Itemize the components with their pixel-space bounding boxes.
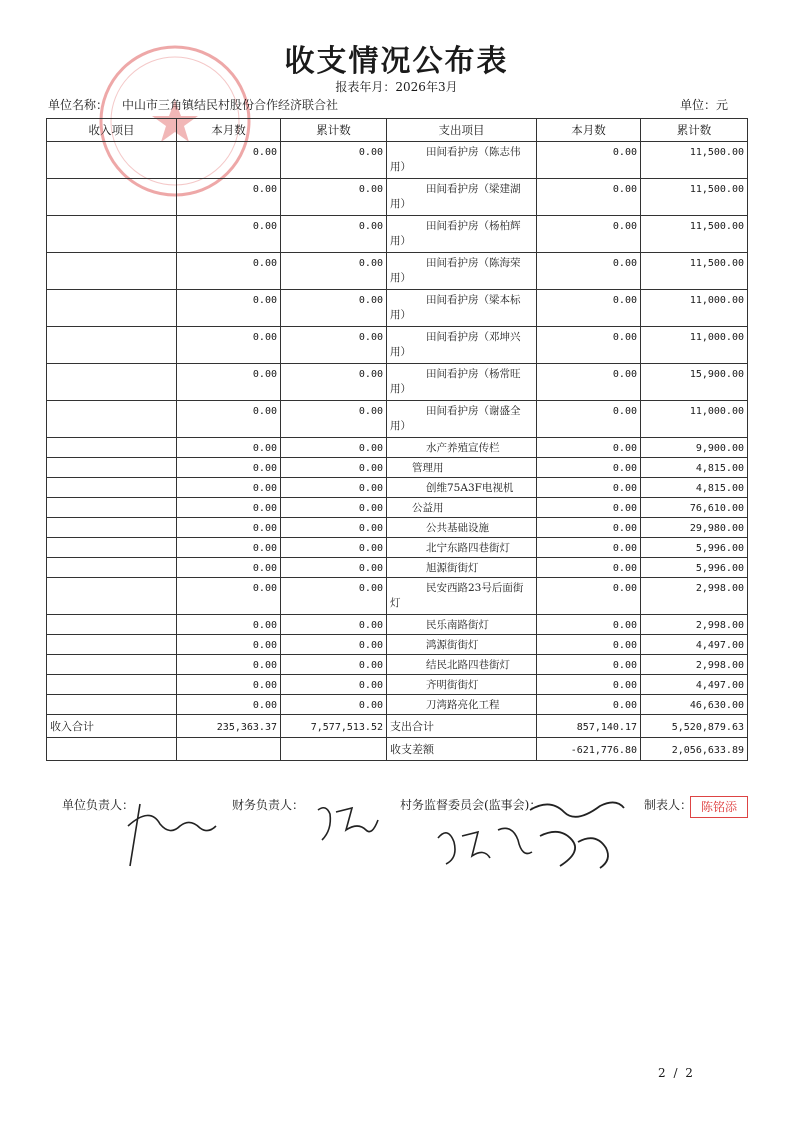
table-row [47, 538, 748, 558]
expense-month-cell: 0.00 [537, 142, 641, 179]
income-item-cell [47, 290, 177, 327]
balance-month: -621,776.80 [537, 738, 641, 761]
income-month-cell: 0.00 [177, 615, 281, 635]
expense-month-cell: 0.00 [537, 635, 641, 655]
expense-item-label: 民安西路23号后面街灯 [390, 582, 524, 609]
expense-item-cell [387, 655, 537, 675]
expense-cum-cell: 4,497.00 [641, 675, 748, 695]
expense-item-label: 结民北路四巷街灯 [426, 659, 510, 671]
income-total-label: 收入合计 [47, 715, 177, 738]
finance-head-label: 财务负责人： [232, 798, 305, 812]
income-cum-cell: 0.00 [281, 518, 387, 538]
expense-cum-cell: 4,815.00 [641, 458, 748, 478]
expense-item-cell [387, 478, 537, 498]
expense-cum-cell: 15,900.00 [641, 364, 748, 401]
income-month-cell: 0.00 [177, 290, 281, 327]
income-cum-cell: 0.00 [281, 327, 387, 364]
income-month-cell: 0.00 [177, 695, 281, 715]
income-item-cell [47, 538, 177, 558]
expense-item-cell [387, 635, 537, 655]
income-cum-cell: 0.00 [281, 179, 387, 216]
expense-cum-cell: 2,998.00 [641, 655, 748, 675]
table-row [47, 518, 748, 538]
income-cum-cell: 0.00 [281, 401, 387, 438]
income-cum-cell: 0.00 [281, 253, 387, 290]
table-row [47, 327, 748, 364]
expense-month-cell: 0.00 [537, 538, 641, 558]
expense-item-label: 北宁东路四巷街灯 [426, 542, 510, 554]
income-item-cell [47, 216, 177, 253]
table-row [47, 675, 748, 695]
expense-month-cell: 0.00 [537, 253, 641, 290]
expense-item-cell [387, 216, 537, 253]
expense-cum-cell: 5,996.00 [641, 538, 748, 558]
expense-item-label: 水产养殖宣传栏 [426, 442, 500, 454]
expense-item-cell [387, 675, 537, 695]
income-month-cell: 0.00 [177, 518, 281, 538]
income-cum-cell: 0.00 [281, 438, 387, 458]
expense-cum-cell: 2,998.00 [641, 578, 748, 615]
expense-item-label: 田间看护房（陈志伟用） [390, 146, 521, 173]
income-cum-cell: 0.00 [281, 635, 387, 655]
expense-item-cell [387, 438, 537, 458]
expense-item-label: 公益用 [412, 502, 444, 514]
expense-item-label: 公共基础设施 [426, 522, 489, 534]
income-item-cell [47, 327, 177, 364]
table-header-row [47, 119, 748, 142]
preparer-label: 制表人： [644, 798, 693, 812]
unit-name-value: 中山市三角镇结民村股份合作经济联合社 [122, 98, 339, 112]
table-row [47, 438, 748, 458]
expense-item-cell [387, 458, 537, 478]
income-item-cell [47, 558, 177, 578]
table-row [47, 253, 748, 290]
expense-cum-cell: 11,500.00 [641, 179, 748, 216]
income-month-cell: 0.00 [177, 438, 281, 458]
income-cum-cell: 0.00 [281, 364, 387, 401]
income-cum-cell: 0.00 [281, 478, 387, 498]
income-month-cell: 0.00 [177, 635, 281, 655]
income-month-cell: 0.00 [177, 655, 281, 675]
income-item-cell [47, 518, 177, 538]
table-row [47, 179, 748, 216]
income-cum-cell: 0.00 [281, 498, 387, 518]
table-row [47, 578, 748, 615]
expense-cum-cell: 11,000.00 [641, 327, 748, 364]
header-income-cum: 累计数 [281, 119, 387, 142]
header-income-month: 本月数 [177, 119, 281, 142]
expense-item-cell [387, 498, 537, 518]
income-item-cell [47, 401, 177, 438]
income-item-cell [47, 458, 177, 478]
page-number: 2 / 2 [658, 1066, 695, 1080]
preparer-name-stamp: 陈铭添 [690, 796, 748, 818]
table-row [47, 401, 748, 438]
expense-item-cell [387, 695, 537, 715]
table-row [47, 364, 748, 401]
expense-month-cell: 0.00 [537, 290, 641, 327]
income-month-cell: 0.00 [177, 498, 281, 518]
income-cum-cell: 0.00 [281, 578, 387, 615]
expense-cum-cell: 11,000.00 [641, 401, 748, 438]
expense-item-label: 民乐南路街灯 [426, 619, 489, 631]
expense-cum-cell: 46,630.00 [641, 695, 748, 715]
balance-empty-2 [177, 738, 281, 761]
income-item-cell [47, 478, 177, 498]
expense-month-cell: 0.00 [537, 578, 641, 615]
totals-row [47, 715, 748, 738]
expense-item-label: 田间看护房（梁本标用） [390, 294, 521, 321]
expense-cum-cell: 11,500.00 [641, 216, 748, 253]
income-cum-cell: 0.00 [281, 216, 387, 253]
header-expense-item: 支出项目 [387, 119, 537, 142]
expense-month-cell: 0.00 [537, 478, 641, 498]
balance-empty-1 [47, 738, 177, 761]
expense-cum-cell: 5,996.00 [641, 558, 748, 578]
table-row [47, 478, 748, 498]
income-item-cell [47, 438, 177, 458]
expense-cum-cell: 2,998.00 [641, 615, 748, 635]
balance-row [47, 738, 748, 761]
income-month-cell: 0.00 [177, 179, 281, 216]
expense-month-cell: 0.00 [537, 558, 641, 578]
expense-item-cell [387, 290, 537, 327]
income-month-cell: 0.00 [177, 578, 281, 615]
currency-unit: 单位：元 [680, 98, 729, 112]
unit-head-signature-icon [120, 796, 220, 876]
expense-month-cell: 0.00 [537, 401, 641, 438]
income-month-cell: 0.00 [177, 364, 281, 401]
income-month-cell: 0.00 [177, 253, 281, 290]
expense-month-cell: 0.00 [537, 675, 641, 695]
expense-item-label: 齐明街街灯 [426, 679, 479, 691]
supervisory-label: 村务监督委员会(监事会)： [400, 798, 542, 812]
balance-cum: 2,056,633.89 [641, 738, 748, 761]
income-total-month: 235,363.37 [177, 715, 281, 738]
expense-item-label: 田间看护房（陈海荣用） [390, 257, 521, 284]
balance-label: 收支差额 [387, 738, 537, 761]
expense-item-label: 田间看护房（邓坤兴用） [390, 331, 521, 358]
header-expense-month: 本月数 [537, 119, 641, 142]
report-period: 报表年月：2026年3月 [335, 80, 458, 94]
expense-cum-cell: 4,497.00 [641, 635, 748, 655]
income-item-cell [47, 498, 177, 518]
income-item-cell [47, 615, 177, 635]
income-item-cell [47, 253, 177, 290]
income-item-cell [47, 675, 177, 695]
table-row [47, 655, 748, 675]
finance-head-signature-icon [312, 800, 384, 846]
income-month-cell: 0.00 [177, 142, 281, 179]
supervisor-signature-icon [428, 818, 538, 874]
expense-month-cell: 0.00 [537, 695, 641, 715]
income-total-cum: 7,577,513.52 [281, 715, 387, 738]
expense-month-cell: 0.00 [537, 216, 641, 253]
expense-item-label: 鸿源街街灯 [426, 639, 479, 651]
expense-item-label: 田间看护房（杨柏辉用） [390, 220, 521, 247]
expense-month-cell: 0.00 [537, 327, 641, 364]
expense-item-label: 田间看护房（杨常旺用） [390, 368, 521, 395]
unit-name-label: 单位名称： [48, 98, 109, 112]
income-item-cell [47, 142, 177, 179]
expense-total-month: 857,140.17 [537, 715, 641, 738]
expense-cum-cell: 11,000.00 [641, 290, 748, 327]
expense-item-cell [387, 364, 537, 401]
expense-item-cell [387, 558, 537, 578]
expense-item-cell [387, 327, 537, 364]
expense-month-cell: 0.00 [537, 498, 641, 518]
expense-item-cell [387, 518, 537, 538]
income-item-cell [47, 635, 177, 655]
expense-month-cell: 0.00 [537, 615, 641, 635]
expense-item-cell [387, 179, 537, 216]
expense-cum-cell: 11,500.00 [641, 142, 748, 179]
table-row [47, 635, 748, 655]
page-title: 收支情况公布表 [284, 44, 509, 79]
income-month-cell: 0.00 [177, 538, 281, 558]
income-cum-cell: 0.00 [281, 655, 387, 675]
table-row [47, 695, 748, 715]
table-row [47, 498, 748, 518]
expense-month-cell: 0.00 [537, 438, 641, 458]
income-item-cell [47, 655, 177, 675]
income-month-cell: 0.00 [177, 478, 281, 498]
income-item-cell [47, 578, 177, 615]
expense-month-cell: 0.00 [537, 458, 641, 478]
table-row [47, 615, 748, 635]
expense-cum-cell: 76,610.00 [641, 498, 748, 518]
income-month-cell: 0.00 [177, 458, 281, 478]
expense-total-label: 支出合计 [387, 715, 537, 738]
income-cum-cell: 0.00 [281, 558, 387, 578]
expense-item-cell [387, 538, 537, 558]
expense-item-cell [387, 578, 537, 615]
expense-item-label: 旭源街街灯 [426, 562, 479, 574]
header-income-item: 收入项目 [47, 119, 177, 142]
expense-item-label: 管理用 [412, 462, 444, 474]
ledger-body [47, 142, 748, 715]
expense-cum-cell: 29,980.00 [641, 518, 748, 538]
expense-item-cell [387, 615, 537, 635]
income-cum-cell: 0.00 [281, 290, 387, 327]
income-cum-cell: 0.00 [281, 675, 387, 695]
income-month-cell: 0.00 [177, 216, 281, 253]
ledger-table [46, 118, 748, 761]
expense-month-cell: 0.00 [537, 179, 641, 216]
table-row [47, 290, 748, 327]
income-item-cell [47, 695, 177, 715]
income-cum-cell: 0.00 [281, 615, 387, 635]
table-row [47, 216, 748, 253]
unit-name-line [48, 96, 338, 113]
expense-item-label: 田间看护房（谢盛全用） [390, 405, 521, 432]
expense-cum-cell: 11,500.00 [641, 253, 748, 290]
expense-item-label: 田间看护房（梁建湖用） [390, 183, 521, 210]
income-cum-cell: 0.00 [281, 695, 387, 715]
table-row [47, 558, 748, 578]
income-cum-cell: 0.00 [281, 142, 387, 179]
income-month-cell: 0.00 [177, 675, 281, 695]
income-item-cell [47, 179, 177, 216]
expense-total-cum: 5,520,879.63 [641, 715, 748, 738]
income-month-cell: 0.00 [177, 558, 281, 578]
expense-month-cell: 0.00 [537, 364, 641, 401]
income-month-cell: 0.00 [177, 327, 281, 364]
balance-empty-3 [281, 738, 387, 761]
expense-item-label: 创维75A3F电视机 [426, 482, 514, 494]
table-row [47, 142, 748, 179]
unit-head-label: 单位负责人： [62, 798, 135, 812]
income-cum-cell: 0.00 [281, 538, 387, 558]
expense-cum-cell: 4,815.00 [641, 478, 748, 498]
income-item-cell [47, 364, 177, 401]
expense-month-cell: 0.00 [537, 518, 641, 538]
income-cum-cell: 0.00 [281, 458, 387, 478]
header-expense-cum: 累计数 [641, 119, 748, 142]
expense-item-cell [387, 401, 537, 438]
income-month-cell: 0.00 [177, 401, 281, 438]
expense-item-cell [387, 253, 537, 290]
expense-item-label: 刀湾路亮化工程 [426, 699, 500, 711]
table-row [47, 458, 748, 478]
expense-month-cell: 0.00 [537, 655, 641, 675]
expense-cum-cell: 9,900.00 [641, 438, 748, 458]
expense-item-cell [387, 142, 537, 179]
